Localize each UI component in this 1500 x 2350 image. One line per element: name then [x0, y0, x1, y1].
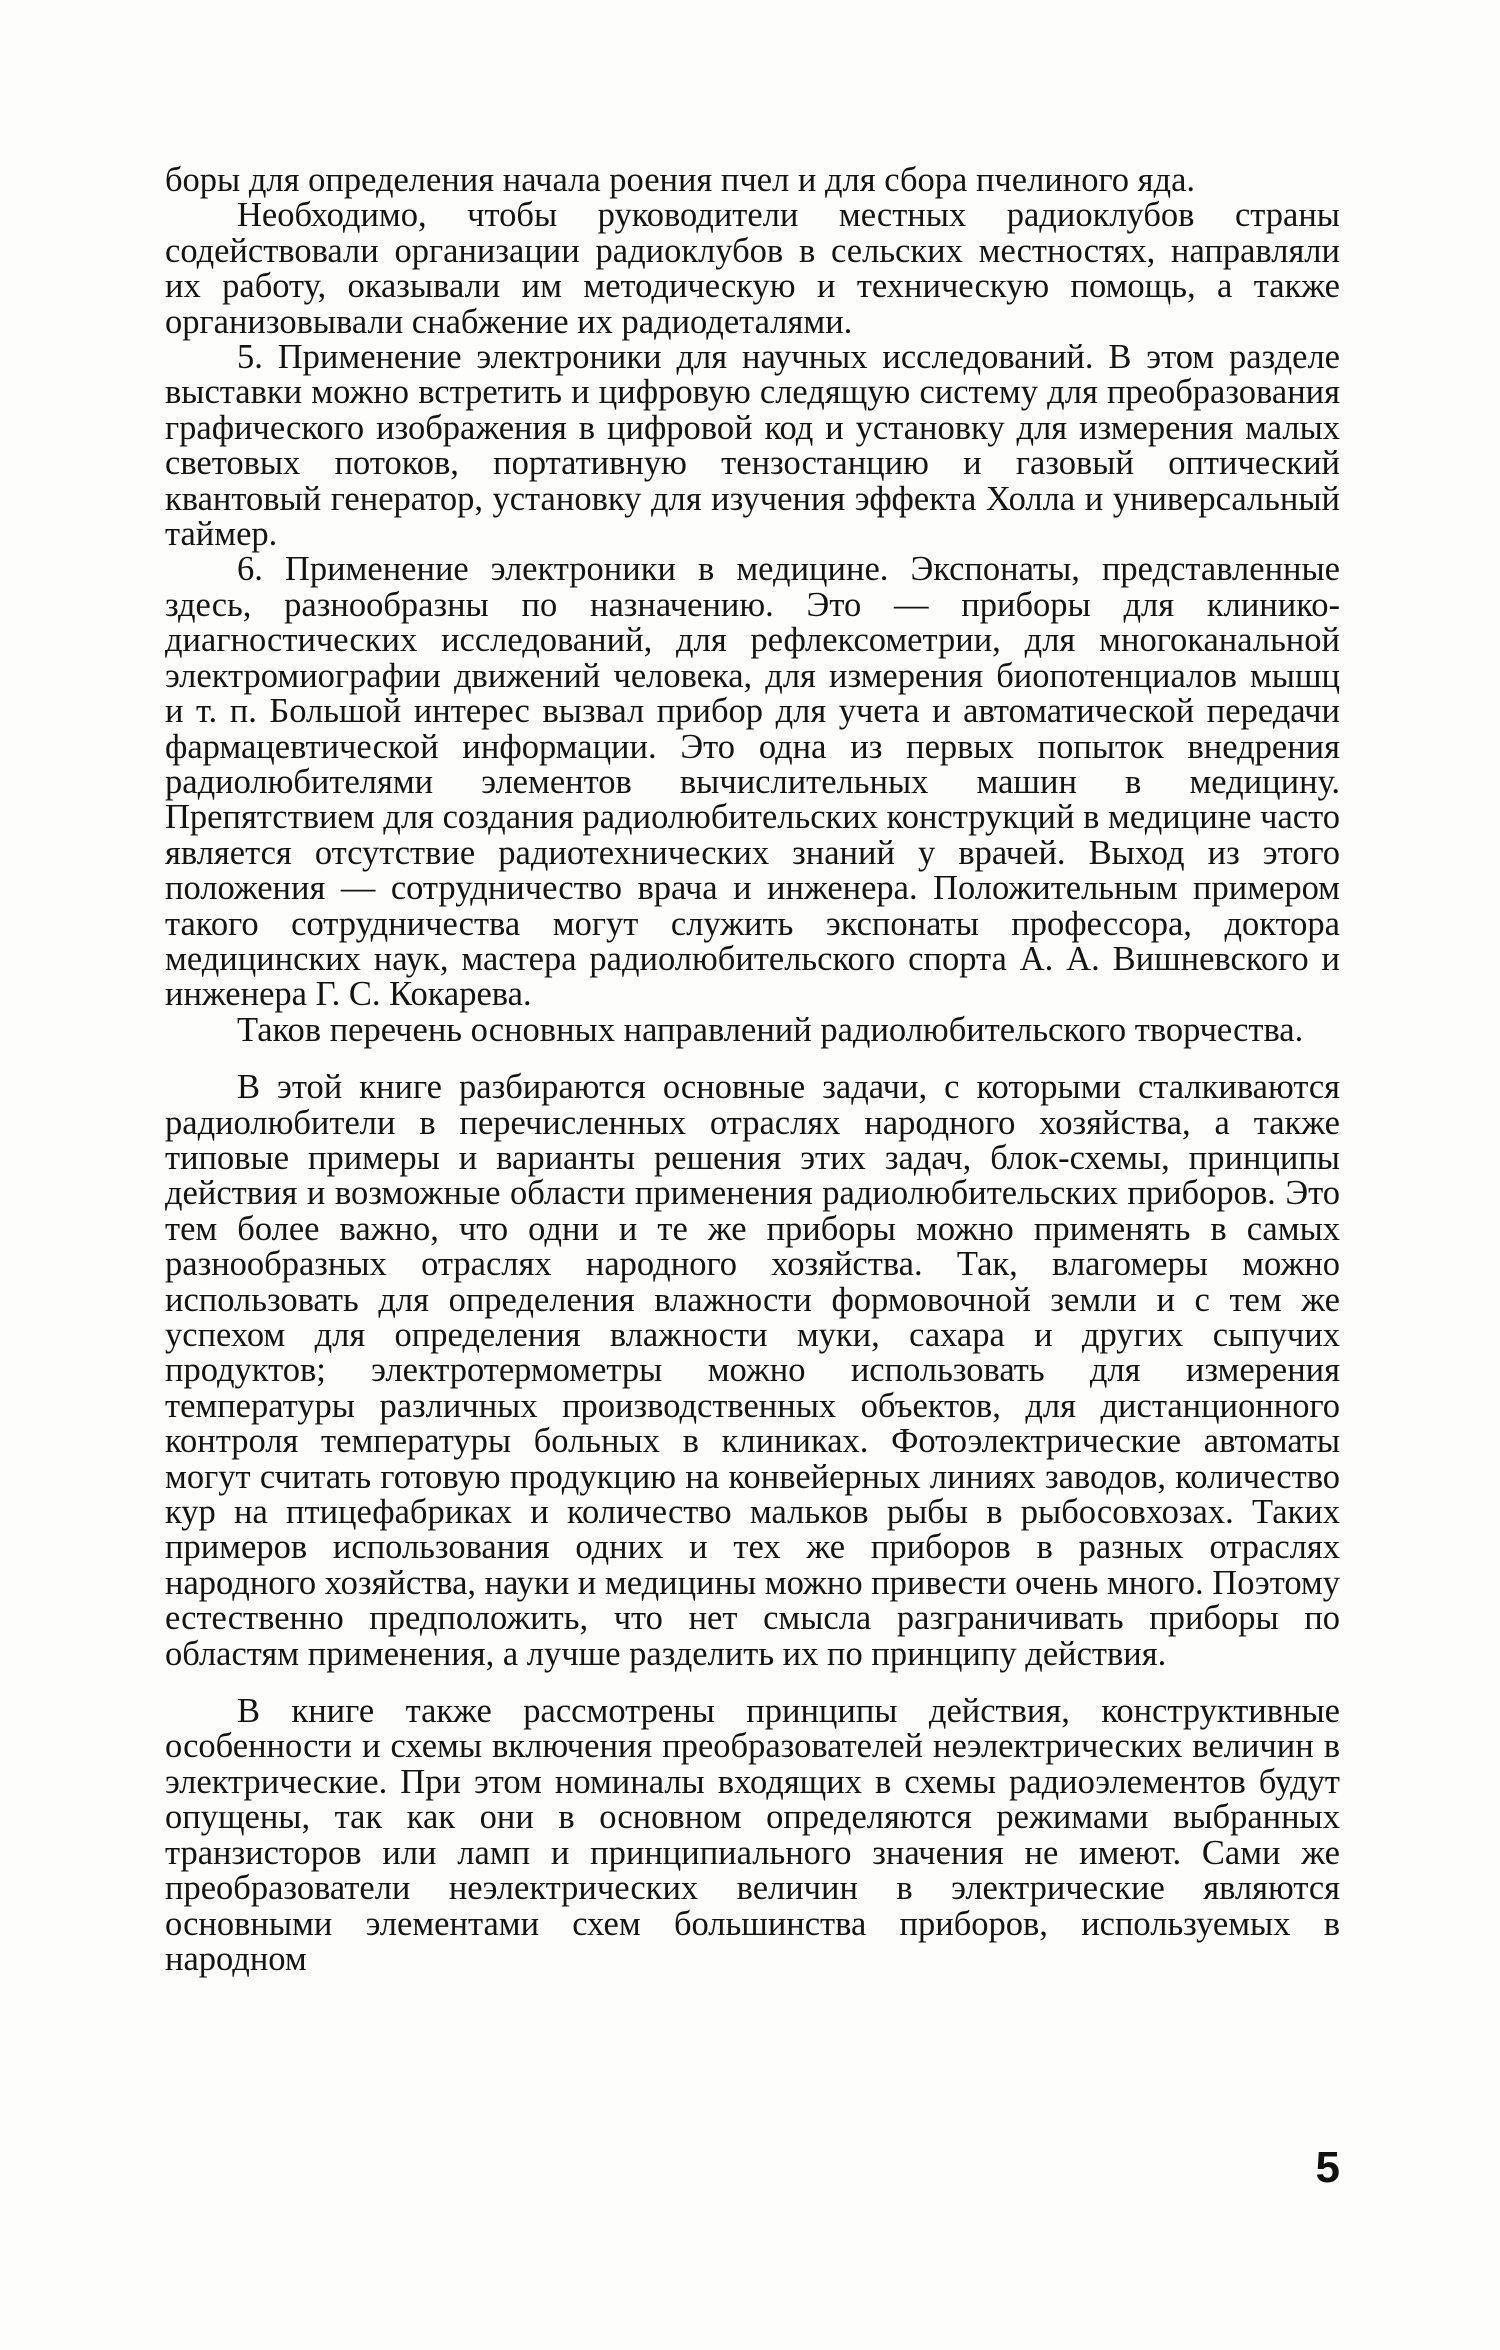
paragraph-radioclubs: Необходимо, чтобы руководители местных радиоклубов страны содействовали организации радиоклубов в сельских местностях, направляли их работу, оказывали им методическую и техническую помощь, а также организовывали снабжение их радиодеталями.: [165, 196, 1340, 341]
paragraph-book-scope: В этой книге разбираются основные задачи, с которыми сталкиваются радиолюбители в перечисленных отраслях народного хозяйства, а также типовые примеры и варианты решения этих задач, блок-схемы, принципы действия и возможные области применения радиолюбительских приборов. Это тем более важно, что одни и те же приборы можно применять в самых разнообразных отраслях народного хозяйства. Так, влагомеры можно использовать для определения влажности формовочной земли и с тем же успехом для определения влажности муки, сахара и других сыпучих продуктов; электротермометры можно использовать для измерения температуры различных производственных объектов, для дистанционного контроля температуры больных в клиниках. Фотоэлектрические автоматы могут считать готовую продукцию на конвейерных линиях заводов, количество кур на птицефабриках и количество мальков рыбы в рыбосовхозах. Таких примеров использования одних и тех же приборов в разных отраслях народного хозяйства, науки и медицины можно привести очень много. Поэтому естественно предположить, что нет смысла разграничивать приборы по областям применения, а лучше разделить их по принципу действия.: [165, 1068, 1340, 1673]
main-text: [165, 163, 1340, 1977]
paragraph-continuation: боры для определения начала роения пчел и для сбора пчелиного яда.: [165, 161, 1196, 199]
page-number: 5: [1315, 2143, 1340, 2192]
paragraph-summary: Таков перечень основных направлений радиолюбительского творчества.: [237, 1010, 1304, 1049]
paragraph-medicine: 6. Применение электроники в медицине. Экспонаты, представленные здесь, разнообразны по назначению. Это — приборы для клинико-диагностических исследований, для рефлексометрии, для многоканальной электромиографии движений человека, для измерения биопотенциалов мышц и т. п. Большой интерес вызвал прибор для учета и автоматической передачи фармацевтической информации. Это одна из первых попыток внедрения радиолюбителями элементов вычислительных машин в медицину. Препятствием для создания радиолюбительских конструкций в медицине часто является отсутствие радиотехнических знаний у врачей. Выход из этого положения — сотрудничество врача и инженера. Положительным примером такого сотрудничества могут служить экспонаты профессора, доктора медицинских наук, мастера радиолюбительского спорта А. А. Вишневского и инженера Г. С. Кокарева.: [165, 550, 1340, 1014]
paragraph-science: 5. Применение электроники для научных исследований. В этом разделе выставки можно встретить и цифровую следящую систему для преобразования графического изображения в цифровой код и установку для измерения малых световых потоков, портативную тензостанцию и газовый оптический квантовый генератор, установку для изучения эффекта Холла и универсальный таймер.: [165, 338, 1340, 554]
paragraph-converters: В книге также рассмотрены принципы действия, конструктивные особенности и схемы включения преобразователей неэлектрических величин в электрические. При этом номиналы входящих в схемы радиоэлементов будут опущены, так как они в основном определяются режимами выбранных транзисторов или ламп и принципиального значения не имеют. Сами же преобразователи неэлектрических величин в электрические являются основными элементами схем большинства приборов, используемых в народном: [165, 1692, 1340, 1978]
